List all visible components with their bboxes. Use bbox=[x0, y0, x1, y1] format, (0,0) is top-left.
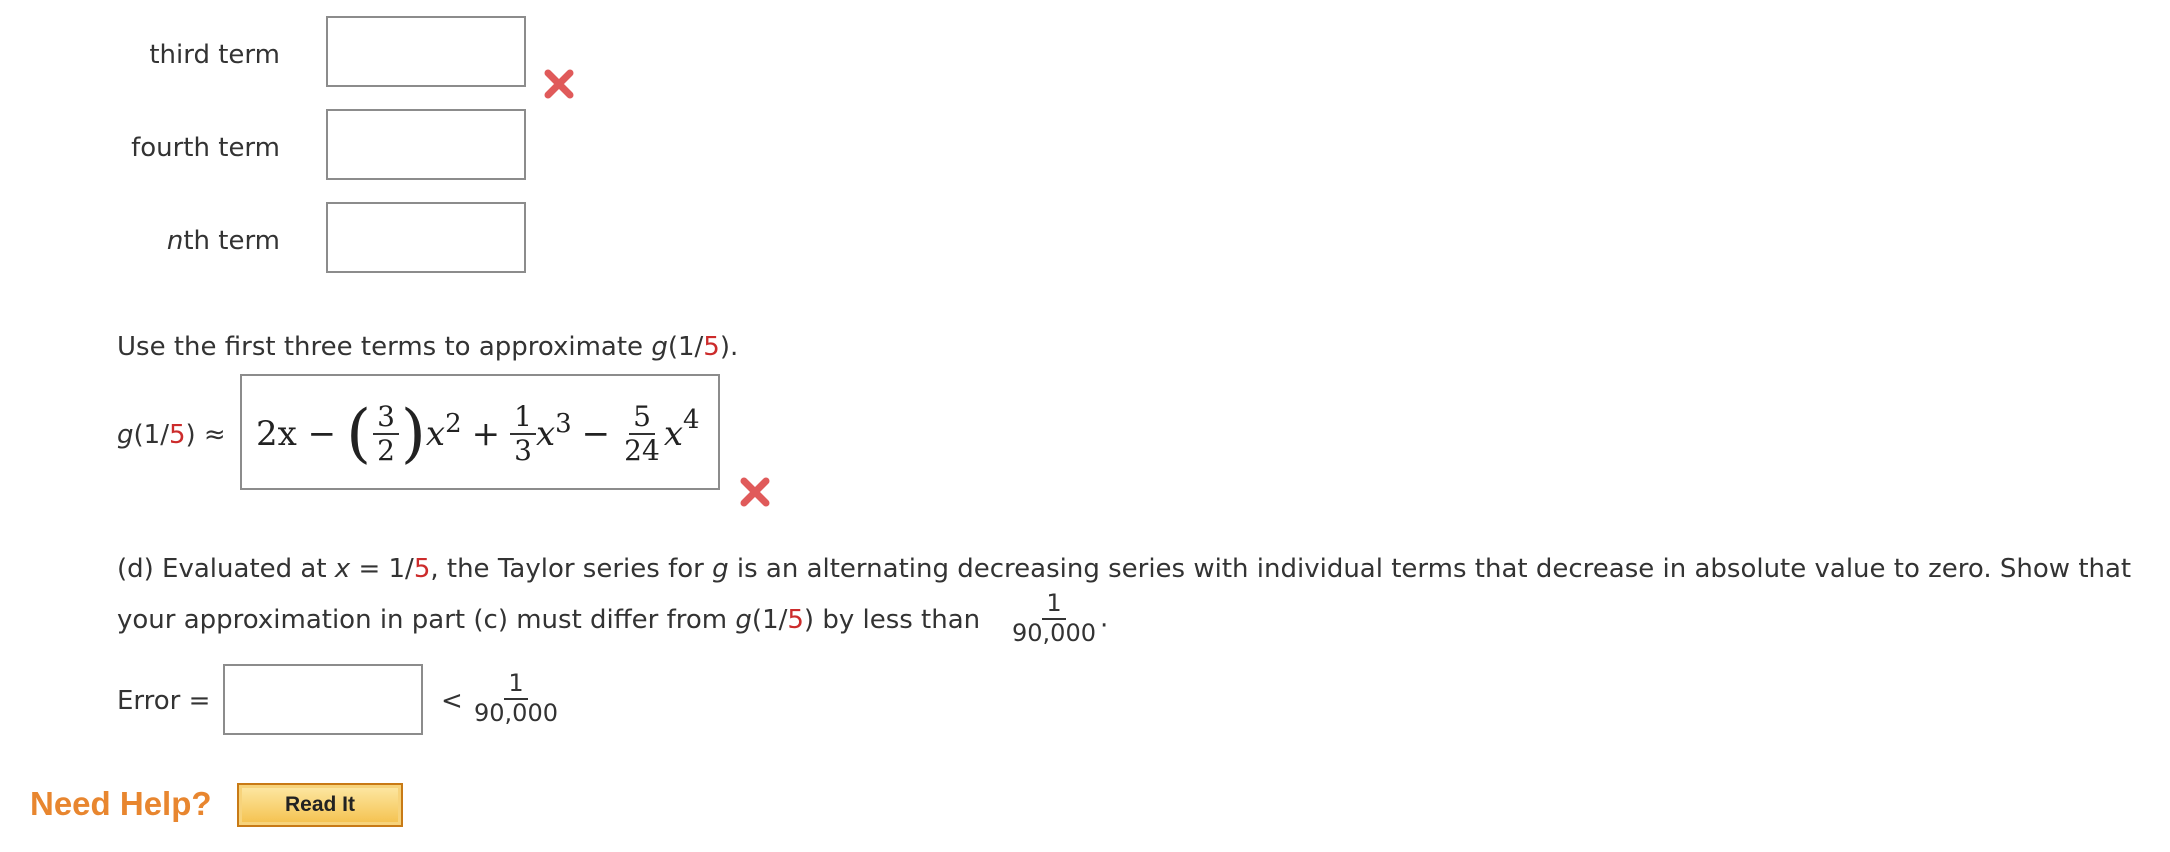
right-paren: ) bbox=[400, 397, 426, 471]
nth-term-label: nth term bbox=[166, 226, 280, 256]
fraction-3-2: $\frac{3}{2}$ bbox=[373, 401, 399, 467]
nth-term-input[interactable] bbox=[326, 202, 526, 273]
part-d-line1: (d) Evaluated at x = 1/5, the Taylor series for g is an alternating decreasing series with individual terms that decrease in absolute value to zero. Show that bbox=[117, 554, 2132, 584]
left-paren: ( bbox=[346, 397, 372, 471]
incorrect-x-icon bbox=[738, 475, 772, 509]
part-c-instruction: Use the first three terms to approximate g(1/5). bbox=[117, 332, 739, 362]
fourth-term-input[interactable] bbox=[326, 109, 526, 180]
less-than-symbol: < bbox=[441, 686, 463, 716]
approx-answer-field[interactable] bbox=[240, 374, 720, 490]
entered-expression: 2x − ( $\frac{3}{2}$ ) x $^2$ + $\frac{1}{3}$ x $^3$ − $\frac{5}{24}$ x $^4$ bbox=[256, 397, 700, 471]
error-label: Error = bbox=[117, 686, 211, 716]
incorrect-x-icon bbox=[542, 67, 576, 101]
part-d-line2: your approximation in part (c) must differ from g(1/5) by less than bbox=[117, 605, 981, 635]
approx-lhs: g(1/5) ≈ bbox=[117, 420, 226, 450]
part-d-fraction: $\frac{1}{90,000}$ . bbox=[1012, 589, 1109, 647]
read-it-button[interactable]: Read It bbox=[237, 783, 403, 827]
error-bound-fraction: $\frac{1}{90,000}$ bbox=[474, 669, 558, 727]
fraction-1-3: $\frac{1}{3}$ bbox=[510, 401, 536, 467]
third-term-input[interactable] bbox=[326, 16, 526, 87]
fourth-term-label: fourth term bbox=[131, 133, 280, 163]
error-input[interactable] bbox=[223, 664, 423, 735]
need-help-label: Need Help? bbox=[30, 785, 212, 822]
third-term-label: third term bbox=[149, 40, 280, 70]
fraction-5-24: $\frac{5}{24}$ bbox=[624, 399, 660, 467]
